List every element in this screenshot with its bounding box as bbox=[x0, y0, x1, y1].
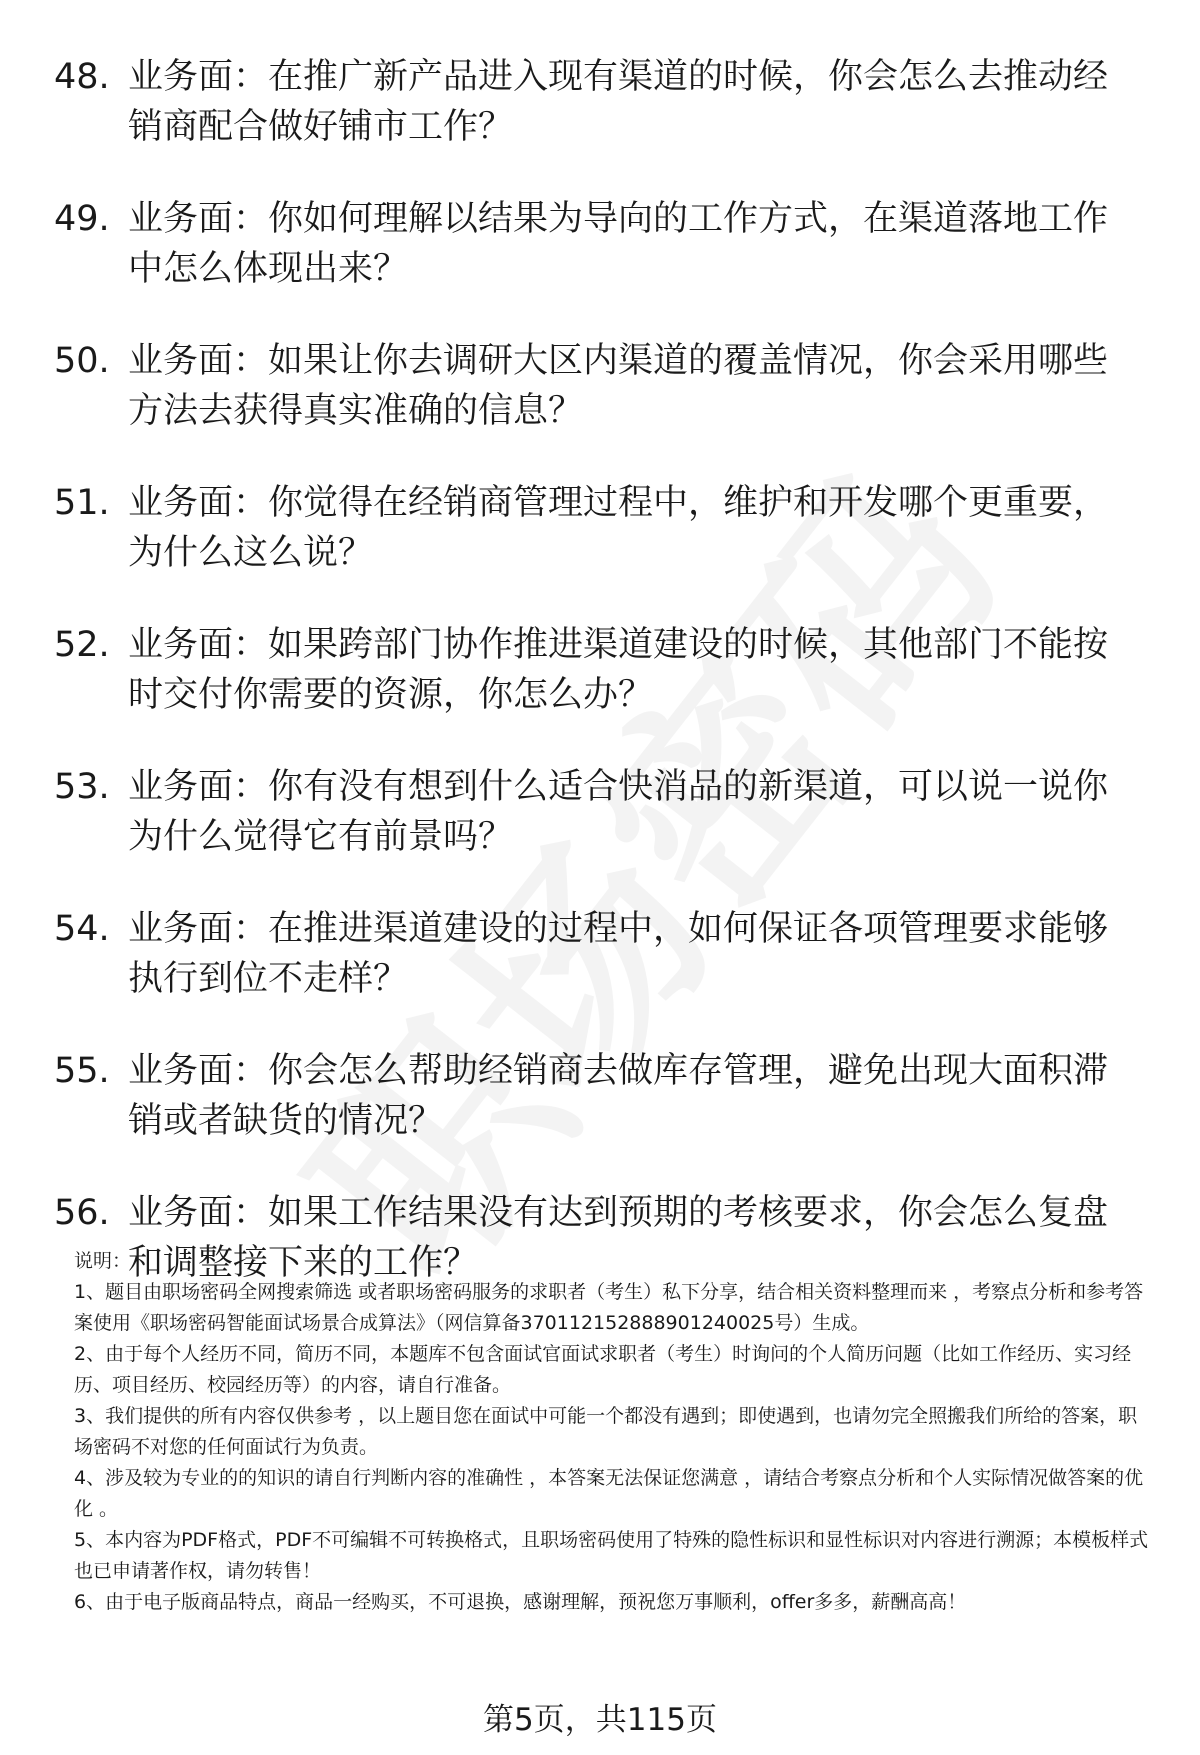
question-text: 业务面：如果跨部门协作推进渠道建设的时候，其他部门不能按时交付你需要的资源，你怎么办？ bbox=[128, 625, 1109, 715]
note-item: 6、由于电子版商品特点，商品一经购买，不可退换，感谢理解，预祝您万事顺利，offer多多，薪酬高高！ bbox=[74, 1591, 967, 1613]
note-item: 1、题目由职场密码全网搜索筛选 或者职场密码服务的求职者（考生）私下分享，结合相关资料整理而来 ，考察点分析和参考答案使用《职场密码智能面试场景合成算法》（网信算备370112152888901240025号）生成。 bbox=[74, 1281, 1144, 1334]
question-text: 业务面：你会怎么帮助经销商去做库存管理，避免出现大面积滞销或者缺货的情况？ bbox=[128, 1051, 1109, 1141]
question-number: 52. bbox=[54, 625, 110, 665]
question-number: 51. bbox=[54, 483, 110, 523]
question-text: 业务面：在推进渠道建设的过程中，如何保证各项管理要求能够执行到位不走样？ bbox=[128, 909, 1109, 999]
question-number: 56. bbox=[54, 1193, 110, 1233]
note-item: 3、我们提供的所有内容仅供参考 ，以上题目您在面试中可能一个都没有遇到；即使遇到，也请勿完全照搬我们所给的答案，职场密码不对您的任何面试行为负责。 bbox=[74, 1405, 1138, 1458]
question-item bbox=[54, 904, 1154, 1004]
question-number: 49. bbox=[54, 199, 110, 239]
note-item: 5、本内容为PDF格式，PDF不可编辑不可转换格式，且职场密码使用了特殊的隐性标识和显性标识对内容进行溯源；本模板样式也已申请著作权，请勿转售！ bbox=[74, 1529, 1149, 1582]
question-item bbox=[54, 336, 1154, 436]
question-text: 业务面：你有没有想到什么适合快消品的新渠道，可以说一说你为什么觉得它有前景吗？ bbox=[128, 767, 1109, 857]
question-item bbox=[54, 478, 1154, 578]
question-text: 业务面：你觉得在经销商管理过程中，维护和开发哪个更重要，为什么这么说？ bbox=[128, 483, 1109, 573]
question-text: 业务面：你如何理解以结果为导向的工作方式，在渠道落地工作中怎么体现出来？ bbox=[128, 199, 1109, 289]
question-item bbox=[54, 194, 1154, 294]
notes-section bbox=[74, 1246, 1154, 1618]
question-text: 业务面：如果让你去调研大区内渠道的覆盖情况，你会采用哪些方法去获得真实准确的信息？ bbox=[128, 341, 1109, 431]
notes-title: 说明： bbox=[74, 1250, 132, 1272]
question-number: 53. bbox=[54, 767, 110, 807]
note-item: 2、由于每个人经历不同，简历不同，本题库不包含面试官面试求职者（考生）时询问的个人简历问题（比如工作经历、实习经历、项目经历、校园经历等）的内容，请自行准备。 bbox=[74, 1343, 1132, 1396]
question-list bbox=[54, 52, 1154, 1330]
question-text: 业务面：在推广新产品进入现有渠道的时候，你会怎么去推动经销商配合做好铺市工作？ bbox=[128, 57, 1109, 147]
question-number: 48. bbox=[54, 57, 110, 97]
question-item bbox=[54, 52, 1154, 152]
question-number: 50. bbox=[54, 341, 110, 381]
question-item bbox=[54, 620, 1154, 720]
question-item bbox=[54, 1046, 1154, 1146]
question-number: 55. bbox=[54, 1051, 110, 1091]
question-number: 54. bbox=[54, 909, 110, 949]
note-item: 4、涉及较为专业的的知识的请自行判断内容的准确性 ，本答案无法保证您满意 ，请结合考察点分析和个人实际情况做答案的优化 。 bbox=[74, 1467, 1144, 1520]
page-number: 第5页，共115页 bbox=[483, 1702, 717, 1738]
question-item bbox=[54, 762, 1154, 862]
question-text: 业务面：如果工作结果没有达到预期的考核要求，你会怎么复盘和调整接下来的工作？ bbox=[128, 1193, 1109, 1283]
